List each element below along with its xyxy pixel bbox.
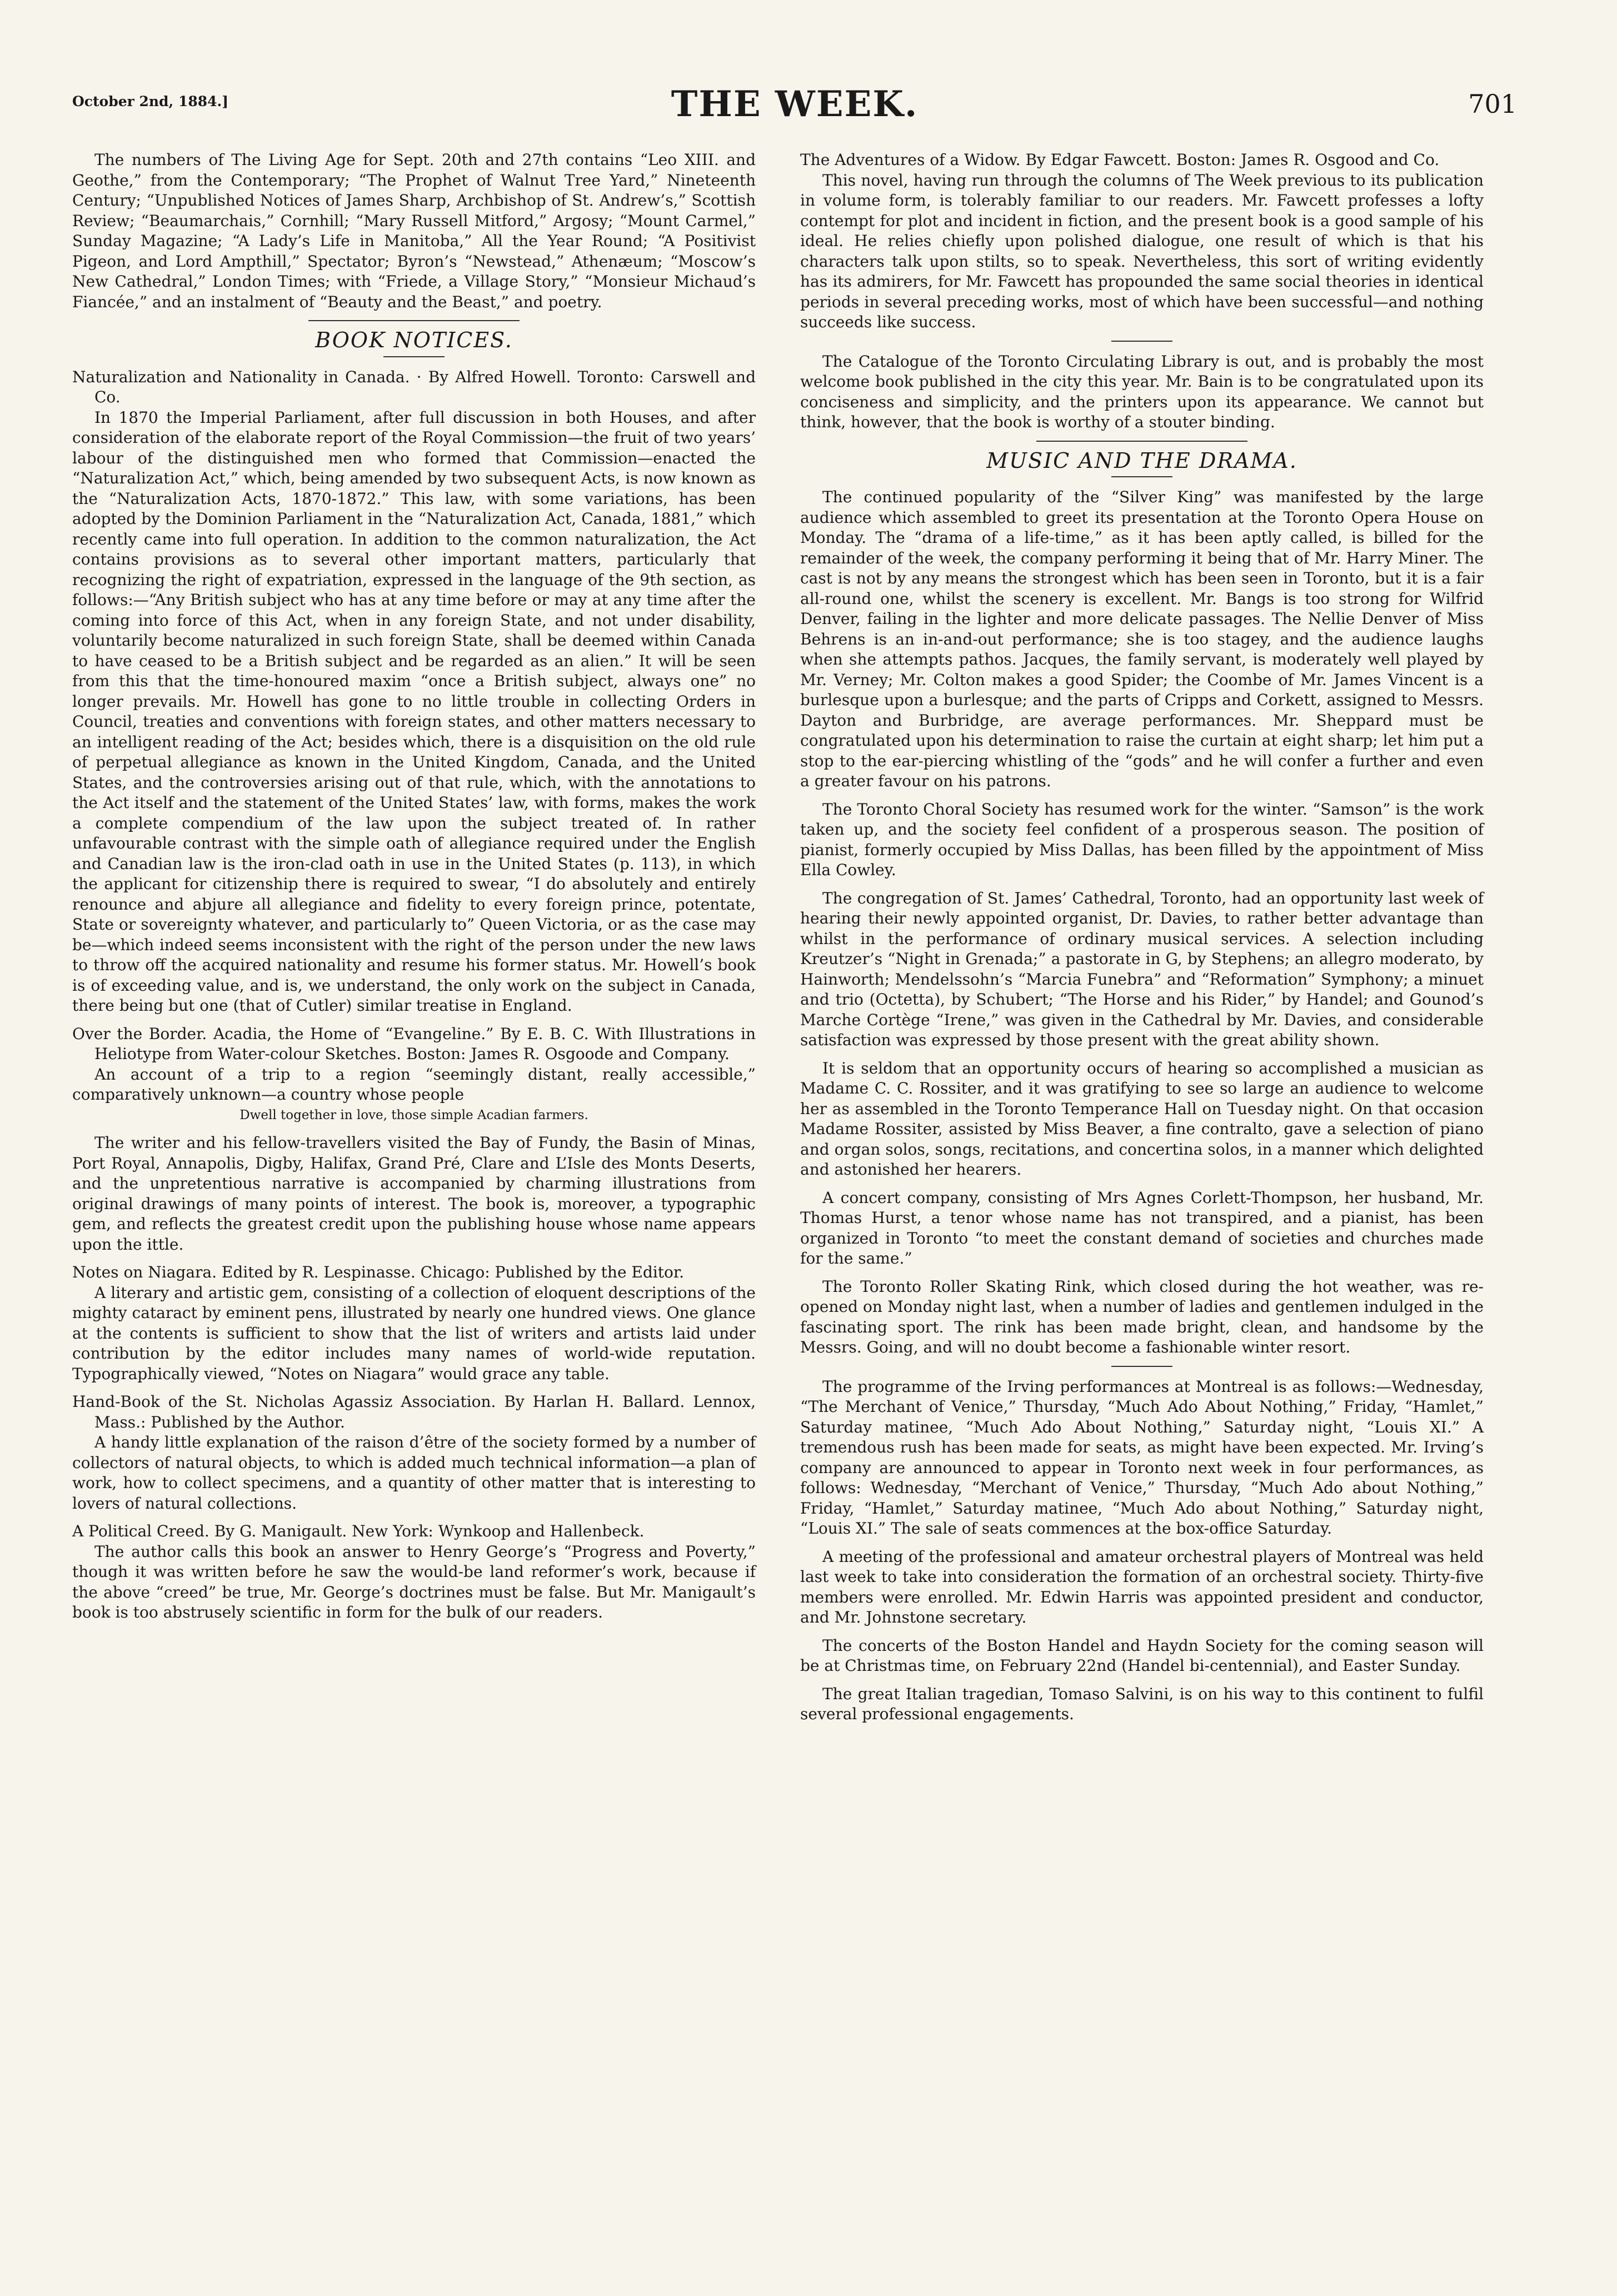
masthead-title: THE WEEK. [671,83,919,125]
heading-divider [383,356,445,357]
living-age-notice: The numbers of The Living Age for Sept. 20th and 27th contains “Leo XIII. and Geothe,” from the Contemporary; “The Prophet of Walnut Tree Yard,” Nineteenth Century; “Unpublished Notices of James Sharp, Archbishop of St. Andrew’s,” Scottish Review; “Beaumarchais,” Cornhill; “Mary Russell Mitford,” Argosy; “Mount Carmel,” Sunday Magazine; “A Lady’s Life in Manitoba,” All the Year Round; “A Positivist Pigeon, and Lord Ampthill,” Spectator; Byron’s “Newstead,” Athenæum; “Moscow’s New Cathedral,” London Times; with “Friede, a Village Story,” “Monsieur Michaud’s Fiancée,” and an instalment of “Beauty and the Beast,” and poetry. [72,151,756,311]
over-border-intro: An account of a trip to a region “seemingly distant, really accessible,” comparatively unknown—a country whose people [72,1065,756,1104]
item-divider [1111,1366,1172,1367]
political-creed-body: The author calls this book an answer to Henry George’s “Progress and Poverty,” though it was written before he saw the would-be land reformer’s work, because if the above “creed” be true, Mr. George’s doctrines must be false. But Mr. Manigault’s book is too abstrusely scientific in form for the bulk of our readers. [72,1542,756,1621]
issue-date: October 2nd, 1884.] [72,93,229,109]
rossiter-notice: It is seldom that an opportunity occurs of hearing so accomplished a musician as Madame C. C. Rossiter, and it was gratifying to see so large an audience to welcome her as assembled in the Toronto Temperance Hall on Tuesday night. On that occasion Madame Rossiter, assisted by Miss Beaver, a fine contralto, gave a selection of piano and organ solos, songs, recitations, and concertina solos, in a manner which delighted and astonished her hearers. [800,1059,1484,1179]
irving-notice: The programme of the Irving performances at Montreal is as follows:—Wednesday, “The Merchant of Venice,” Thursday, “Much Ado About Nothing,” Friday, “Hamlet,” Saturday matinee, “Much Ado About Nothing,” Saturday night, “Louis XI.” A tremendous rush has been made for seats, as might have been expected. Mr. Irving’s company are announced to appear in Toronto next week in four performances, as follows: Wednesday, “Merchant of Venice,” Thursday, “Much Ado about Nothing,” Friday, “Hamlet,” Saturday matinee, “Much Ado about Nothing,” Saturday night, “Louis XI.” The sale of seats commences at the box-office Saturday. [800,1377,1484,1538]
agassiz-body: A handy little explanation of the raison d’être of the society formed by a number of collectors of natural objects, to which is added much technical information—a plan of work, how to collect specimens, and a quantity of other matter that is interesting to lovers of natural collections. [72,1433,756,1513]
choral-society-notice: The Toronto Choral Society has resumed work for the winter. “Samson” is the work taken up, and the society feel confident of a prosperous season. The position of pianist, formerly occupied by Miss Dallas, has been filled by the appointment of Miss Ella Cowley. [800,800,1484,879]
niagara-body: A literary and artistic gem, consisting of a collection of eloquent descriptions of the mighty cataract by eminent pens, illustrated by nearly one hundred views. One glance at the contents is sufficient to show that the list of writers and artists laid under contribution by the editor includes many names of world-wide reputation. Typographically viewed, “Notes on Niagara” would grace any table. [72,1283,756,1383]
roller-rink-notice: The Toronto Roller Skating Rink, which closed during the hot weather, was re-opened on Monday night last, when a number of ladies and gentlemen indulged in the fascinating sport. The rink has been made bright, clean, and handsome by the Messrs. Going, and will no doubt become a fashionable winter resort. [800,1277,1484,1356]
music-drama-heading: MUSIC AND THE DRAMA. [986,448,1297,473]
item-divider [1111,341,1172,342]
widow-title: The Adventures of a Widow. By Edgar Fawcett. Boston: James R. Osgood and Co. [800,151,1440,169]
widow-body: This novel, having run through the columns of The Week previous to its publication in volume form, is tolerably familiar to our readers. Mr. Fawcett professes a lofty contempt for plot and incident in fiction, and the present book is a good sample of his ideal. He relies chiefly upon polished dialogue, one result of which is that his characters talk upon stilts, so to speak. Nevertheless, this sort of writing evidently has its admirers, for Mr. Fawcett has propounded the same social theories in identical periods in several preceding works, most of which have been successful—and nothing succeeds like success. [800,171,1484,331]
over-border-quote: Dwell together in love, those simple Acadian farmers. [239,1107,588,1122]
over-border-title: Over the Border. Acadia, the Home of “Evangeline.” By E. B. C. With Illustrations in Heliotype from Water-colour Sketches. Boston: James R. Osgoode and Company. [72,1024,756,1063]
section-divider [308,320,520,321]
orchestral-notice: A meeting of the professional and amateur orchestral players of Montreal was held last week to take into consideration the formation of an orchestral society. Thirty-five members were enrolled. Mr. Edwin Harris was appointed president and conductor, and Mr. Johnstone secretary. [800,1547,1484,1626]
left-column [72,150,756,1631]
over-border-body: The writer and his fellow-travellers visited the Bay of Fundy, the Basin of Minas, Port Royal, Annapolis, Digby, Halifax, Grand Pré, Clare and L’Isle des Monts Deserts, and the unpretentious narrative is accompanied by charming illustrations from original drawings of many points of interest. The book is, moreover, a typographic gem, and reflects the greatest credit upon the publishing house whose name appears upon the ittle. [72,1134,756,1254]
naturalization-body: In 1870 the Imperial Parliament, after full discussion in both Houses, and after consideration of the elaborate report of the Royal Commission—the fruit of two years’ labour of the distinguished men who formed that Commission—enacted the “Naturalization Act,” which, being amended by two subsequent Acts, is now known as the “Naturalization Acts, 1870-1872.” This law, with some variations, has been adopted by the Dominion Parliament in the “Naturalization Act, Canada, 1881,” which recently came into full operation. In addition to the common naturalization, the Act contains provisions as to several other important matters, particularly that recognizing the right of expatriation, expressed in the language of the 9th section, as follows:—“Any British subject who has at any time before or may at any time after the coming into force of this Act, when in any foreign State, and not under disability, voluntarily become naturalized in such foreign State, shall be deemed within Canada to have ceased to be a British subject and be regarded as an alien.” It will be seen from this that the time-honoured maxim “once a British subject, always one” no longer prevails. Mr. Howell has gone to no little trouble in collecting Orders in Council, treaties and conventions with foreign states, and other matters necessary to an intelligent reading of the Act; besides which, there is a disquisition on the old rule of perpetual allegiance as known in the United Kingdom, Canada, and the United States, and the controversies arising out of that rule, which, with the annotations to the Act itself and the statement of the United States’ law, with forms, makes the work a complete compendium of the law upon the subject treated of. In rather unfavourable contrast with the simple oath of allegiance required under the English and Canadian law is the iron-clad oath in use in the United States (p. 113), in which the applicant for citizenship there is required to swear, “I do absolutely and entirely renounce and abjure all allegiance and fidelity to every foreign prince, potentate, State or sovereignty whatever, and particularly to” Queen Victoria, or as the case may be—which indeed seems inconsistent with the right of the person under the new laws to throw off the acquired nationality and resume his former status. Mr. Howell’s book is of exceeding value, and is, we understand, the only work on the subject in Canada, there being but one (that of Cutler) similar treatise in England. [72,408,756,1015]
heading-divider [1111,476,1172,477]
catalogue-notice: The Catalogue of the Toronto Circulating Library is out, and is probably the most welcome book published in the city this year. Mr. Bain is to be congratulated upon its conciseness and simplicity, and the printers upon its appearance. We cannot but think, however, that the book is worthy of a stouter binding. [800,352,1484,431]
page-number: 701 [1468,89,1517,119]
section-divider [1036,441,1247,442]
agassiz-title: Hand-Book of the St. Nicholas Agassiz Association. By Harlan H. Ballard. Lennox, Mass.: Published by the Author. [72,1392,756,1431]
silver-king-notice: The continued popularity of the “Silver King” was manifested by the large audience which assembled to greet its presentation at the Toronto Opera House on Monday. The “drama of a life-time,” as it has been aptly called, is billed for the remainder of the week, the company performing it being that of Mr. Harry Miner. The cast is not by any means the strongest which has been seen in Toronto, but it is a fair all-round one, whilst the scenery is excellent. Mr. Bangs is too strong for Wilfrid Denver, failing in the lighter and more delicate passages. The Nellie Denver of Miss Behrens is an in-and-out performance; she is too stagey, and the audience laughs when she attempts pathos. Jacques, the family servant, is moderately well played by Mr. Verney; Mr. Colton makes a good Spider; the Coombe of Mr. James Vincent is a burlesque upon a burlesque; and the parts of Cripps and Corkett, assigned to Messrs. Dayton and Burbridge, are average performances. Mr. Sheppard must be congratulated upon his determination to raise the curtain at eight sharp; let him put a stop to the ear-piercing whistling of the “gods” and he will confer a further and even a greater favour on his patrons. [800,488,1484,790]
page-header [72,83,1517,128]
salvini-notice: The great Italian tragedian, Tomaso Salvini, is on his way to this continent to fulfil several professional engagements. [800,1684,1484,1723]
political-creed-title: A Political Creed. By G. Manigault. New York: Wynkoop and Hallenbeck. [72,1522,645,1540]
st-james-notice: The congregation of St. James’ Cathedral, Toronto, had an opportunity last week of hearing their newly appointed organist, Dr. Davies, to rather better advantage than whilst in the performance of ordinary musical services. A selection including Kreutzer’s “Night in Grenada;” a pastorate in G, by Stephens; an allegro moderato, by Hainworth; Mendelssohn’s “Marcia Funebra” and “Reformation” Symphony; a minuet and trio (Octetta), by Schubert; “The Horse and his Rider,” by Handel; and Gounod’s Marche Cortège “Irene,” was given in the Cathedral by Mr. Davies, and considerable satisfaction was expressed by those present with the great ability shown. [800,889,1484,1049]
handel-haydn-notice: The concerts of the Boston Handel and Haydn Society for the coming season will be at Christmas time, on February 22nd (Handel bi-centennial), and Easter Sunday. [800,1636,1484,1675]
book-notices-heading: BOOK NOTICES. [315,328,513,352]
concert-company-notice: A concert company, consisting of Mrs Agnes Corlett-Thompson, her husband, Mr. Thomas Hurst, a tenor whose name has not transpired, and a pianist, has been organized in Toronto “to meet the constant demand of societies and churches made for the same.” [800,1188,1484,1267]
naturalization-title: Naturalization and Nationality in Canada. · By Alfred Howell. Toronto: Carswell and Co. [72,367,756,406]
right-column [800,150,1484,1733]
niagara-title: Notes on Niagara. Edited by R. Lespinasse. Chicago: Published by the Editor. [72,1263,685,1281]
